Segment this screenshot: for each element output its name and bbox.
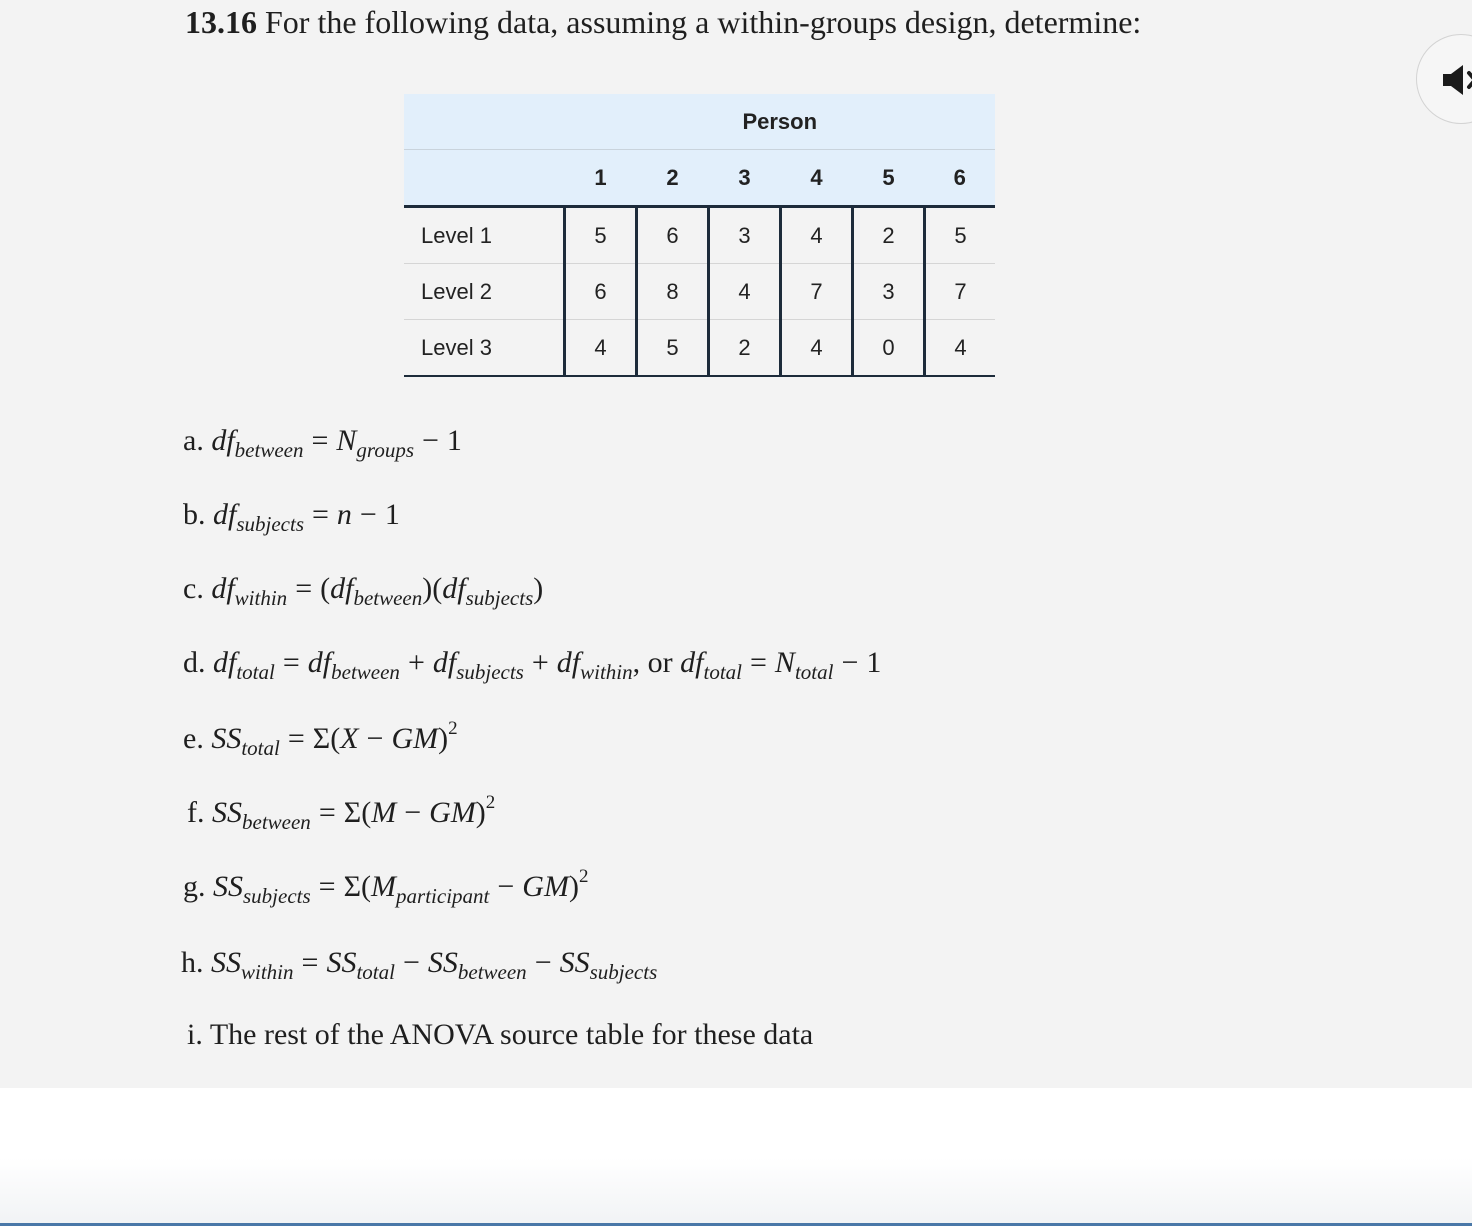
item-c (183, 572, 544, 610)
item-label: d. (183, 646, 206, 679)
item-label: b. (183, 498, 206, 531)
table-cell: 6 (637, 207, 709, 264)
formula: $SS_{subjects} = \Sigma(M_{participant} - GM)^2$ (213, 866, 589, 908)
item-e (183, 718, 458, 760)
table-cell: 3 (709, 207, 781, 264)
item-label: e. (183, 722, 204, 755)
table-cell: 4 (709, 264, 781, 320)
table-cell: 4 (565, 320, 637, 377)
item-g (183, 866, 589, 908)
table-row (404, 320, 995, 377)
table-cell: 7 (925, 264, 996, 320)
audio-button[interactable] (1416, 34, 1472, 124)
person-id: 1 (565, 150, 637, 207)
formula: $df_{between} = N_{groups} - 1$ (211, 424, 462, 462)
formula-alt: $df_{total} = N_{total} - 1$ (680, 646, 882, 684)
data-table (404, 94, 995, 377)
problem-number: 13.16 (185, 4, 257, 40)
item-label: g. (183, 870, 206, 903)
speaker-muted-icon (1441, 63, 1472, 97)
formula: $df_{within} = (df_{between})(df_{subjects})$ (211, 572, 544, 610)
table-cell: 4 (781, 320, 853, 377)
person-id: 6 (925, 150, 996, 207)
formula: $SS_{between} = \Sigma(M - GM)^2$ (212, 792, 496, 834)
item-b (183, 498, 400, 536)
table-cell: 4 (925, 320, 996, 377)
item-label: f. (187, 796, 205, 829)
table-cell: 5 (925, 207, 996, 264)
table-row (404, 207, 995, 264)
person-id: 4 (781, 150, 853, 207)
person-id: 2 (637, 150, 709, 207)
table-cell: 5 (637, 320, 709, 377)
item-h (181, 946, 658, 984)
person-id: 3 (709, 150, 781, 207)
table-corner-cell (404, 150, 565, 207)
formula: $SS_{total} = \Sigma(X - GM)^2$ (211, 718, 458, 760)
item-i (187, 1018, 813, 1052)
table-cell: 5 (565, 207, 637, 264)
item-label: i. (187, 1018, 203, 1051)
table-cell: 0 (853, 320, 925, 377)
person-id: 5 (853, 150, 925, 207)
table-cell: 4 (781, 207, 853, 264)
table-cell: 6 (565, 264, 637, 320)
item-label: c. (183, 572, 204, 605)
row-label: Level 1 (404, 207, 565, 264)
formula: $df_{subjects} = n - 1$ (213, 498, 400, 536)
item-d (183, 646, 882, 684)
row-label: Level 3 (404, 320, 565, 377)
table-cell: 2 (709, 320, 781, 377)
or-text: or (647, 646, 673, 679)
row-label: Level 2 (404, 264, 565, 320)
table-cell: 7 (781, 264, 853, 320)
problem-prompt: For the following data, assuming a within-groups design, determine: (265, 4, 1142, 40)
formula: $df_{total} = df_{between} + df_{subjects} + df_{within}$, (213, 646, 641, 684)
problem-heading (185, 4, 1141, 41)
table-row (404, 264, 995, 320)
item-text: The rest of the ANOVA source table for these data (209, 1018, 814, 1051)
table-cell: 2 (853, 207, 925, 264)
item-f (187, 792, 496, 834)
item-label: a. (183, 424, 204, 457)
item-a (183, 424, 462, 462)
person-header: Person (565, 94, 996, 150)
formula: $SS_{within} = SS_{total} - SS_{between} - SS_{subjects}$ (211, 946, 658, 984)
table-corner-cell (404, 94, 565, 150)
table-cell: 8 (637, 264, 709, 320)
answer-area (0, 1088, 1472, 1226)
item-label: h. (181, 946, 204, 979)
table-cell: 3 (853, 264, 925, 320)
